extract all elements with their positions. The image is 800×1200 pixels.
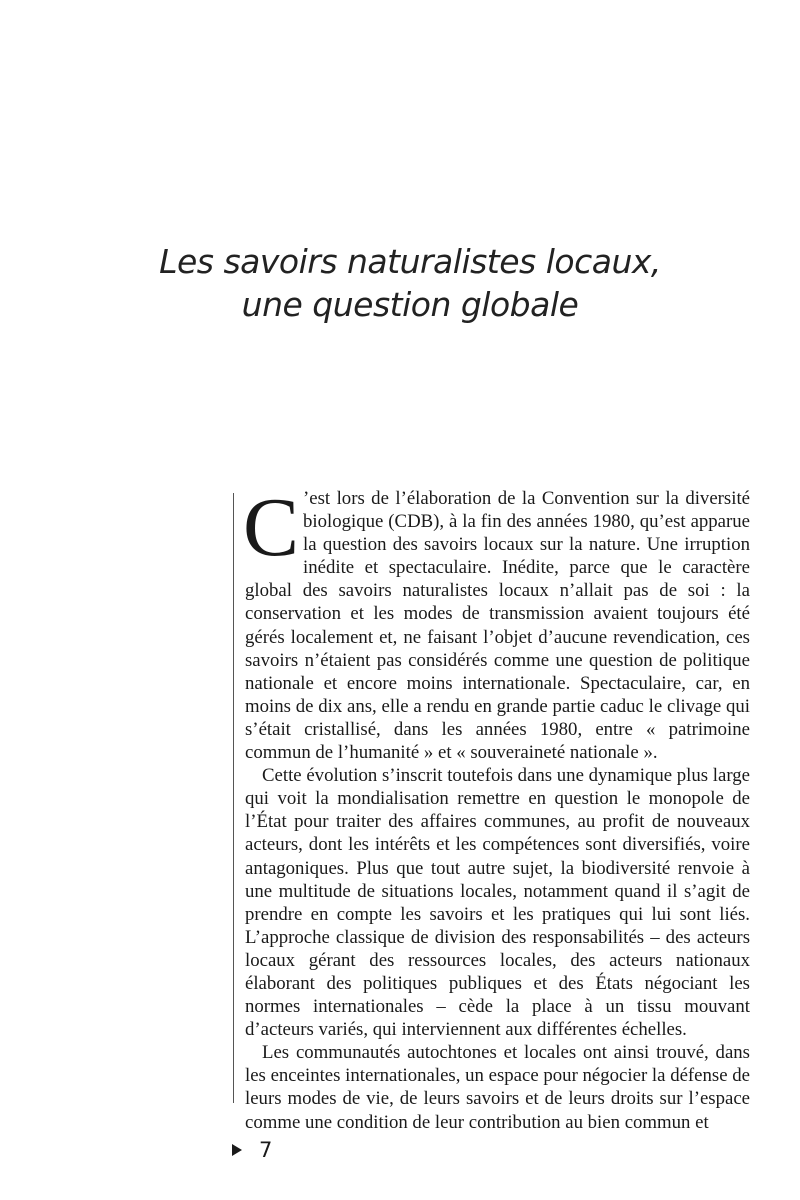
paragraph-1 (243, 481, 750, 764)
page-number: 7 (259, 1138, 273, 1162)
paragraph-2: Cette évolution s’inscrit toutefois dans une dynamique plus large qui voit la mondialisation remettre en question le monopole de l’État pour traiter des affaires communes, au profit de nouveaux acteurs, dont les intérêts et les compétences sont diversifiés, voire antagoniques. Plus que tout autre sujet, la biodiversité renvoie à une multitude de situations locales, notamment quand il s’agit de prendre en compte les savoirs et les pratiques qui lui sont liés. L’approche classique de division des responsabilités – des acteurs locaux gérant des ressources locales, des acteurs nationaux élaborant des politiques publiques et des États négociant les normes internationales – cède la place à un tissu mouvant d’acteurs variés, qui interviennent aux différentes échelles. (245, 765, 750, 1041)
drop-cap: C (243, 481, 300, 574)
chapter-title-line-1: Les savoirs naturalistes locaux, (159, 242, 661, 281)
chapter-title (150, 240, 670, 326)
page-footer (232, 1138, 272, 1162)
paragraph-3: Les communautés autochtones et locales ont ainsi trouvé, dans les enceintes internationales, un espace pour négocier la défense de leurs modes de vie, de leurs savoirs et de leurs droits sur l’espace comme une condition de leur contribution au bien commun et (245, 1042, 750, 1133)
triangle-right-icon (232, 1144, 242, 1156)
margin-rule (233, 493, 234, 1103)
body-text (243, 481, 750, 1134)
chapter-title-line-2: une question globale (241, 285, 579, 324)
paragraph-1-text: ’est lors de l’élaboration de la Convention sur la diversité biologique (CDB), à la fin des années 1980, qu’est apparue la question des savoirs locaux sur la nature. Une irruption inédite et spectaculaire. Inédite, parce que le caractère global des savoirs naturalistes locaux n’allait pas de soi : la conservation et les modes de transmission avaient toujours été gérés localement et, ne faisant l’objet d’aucune revendication, ces savoirs n’étaient pas considérés comme une question de politique nationale et encore moins internationale. Spectaculaire, car, en moins de dix ans, elle a rendu en grande partie caduc le clivage qui s’était cristallisé, dans les années 1980, entre « patrimoine commun de l’humanité » et « souveraineté nationale ». (245, 488, 750, 764)
